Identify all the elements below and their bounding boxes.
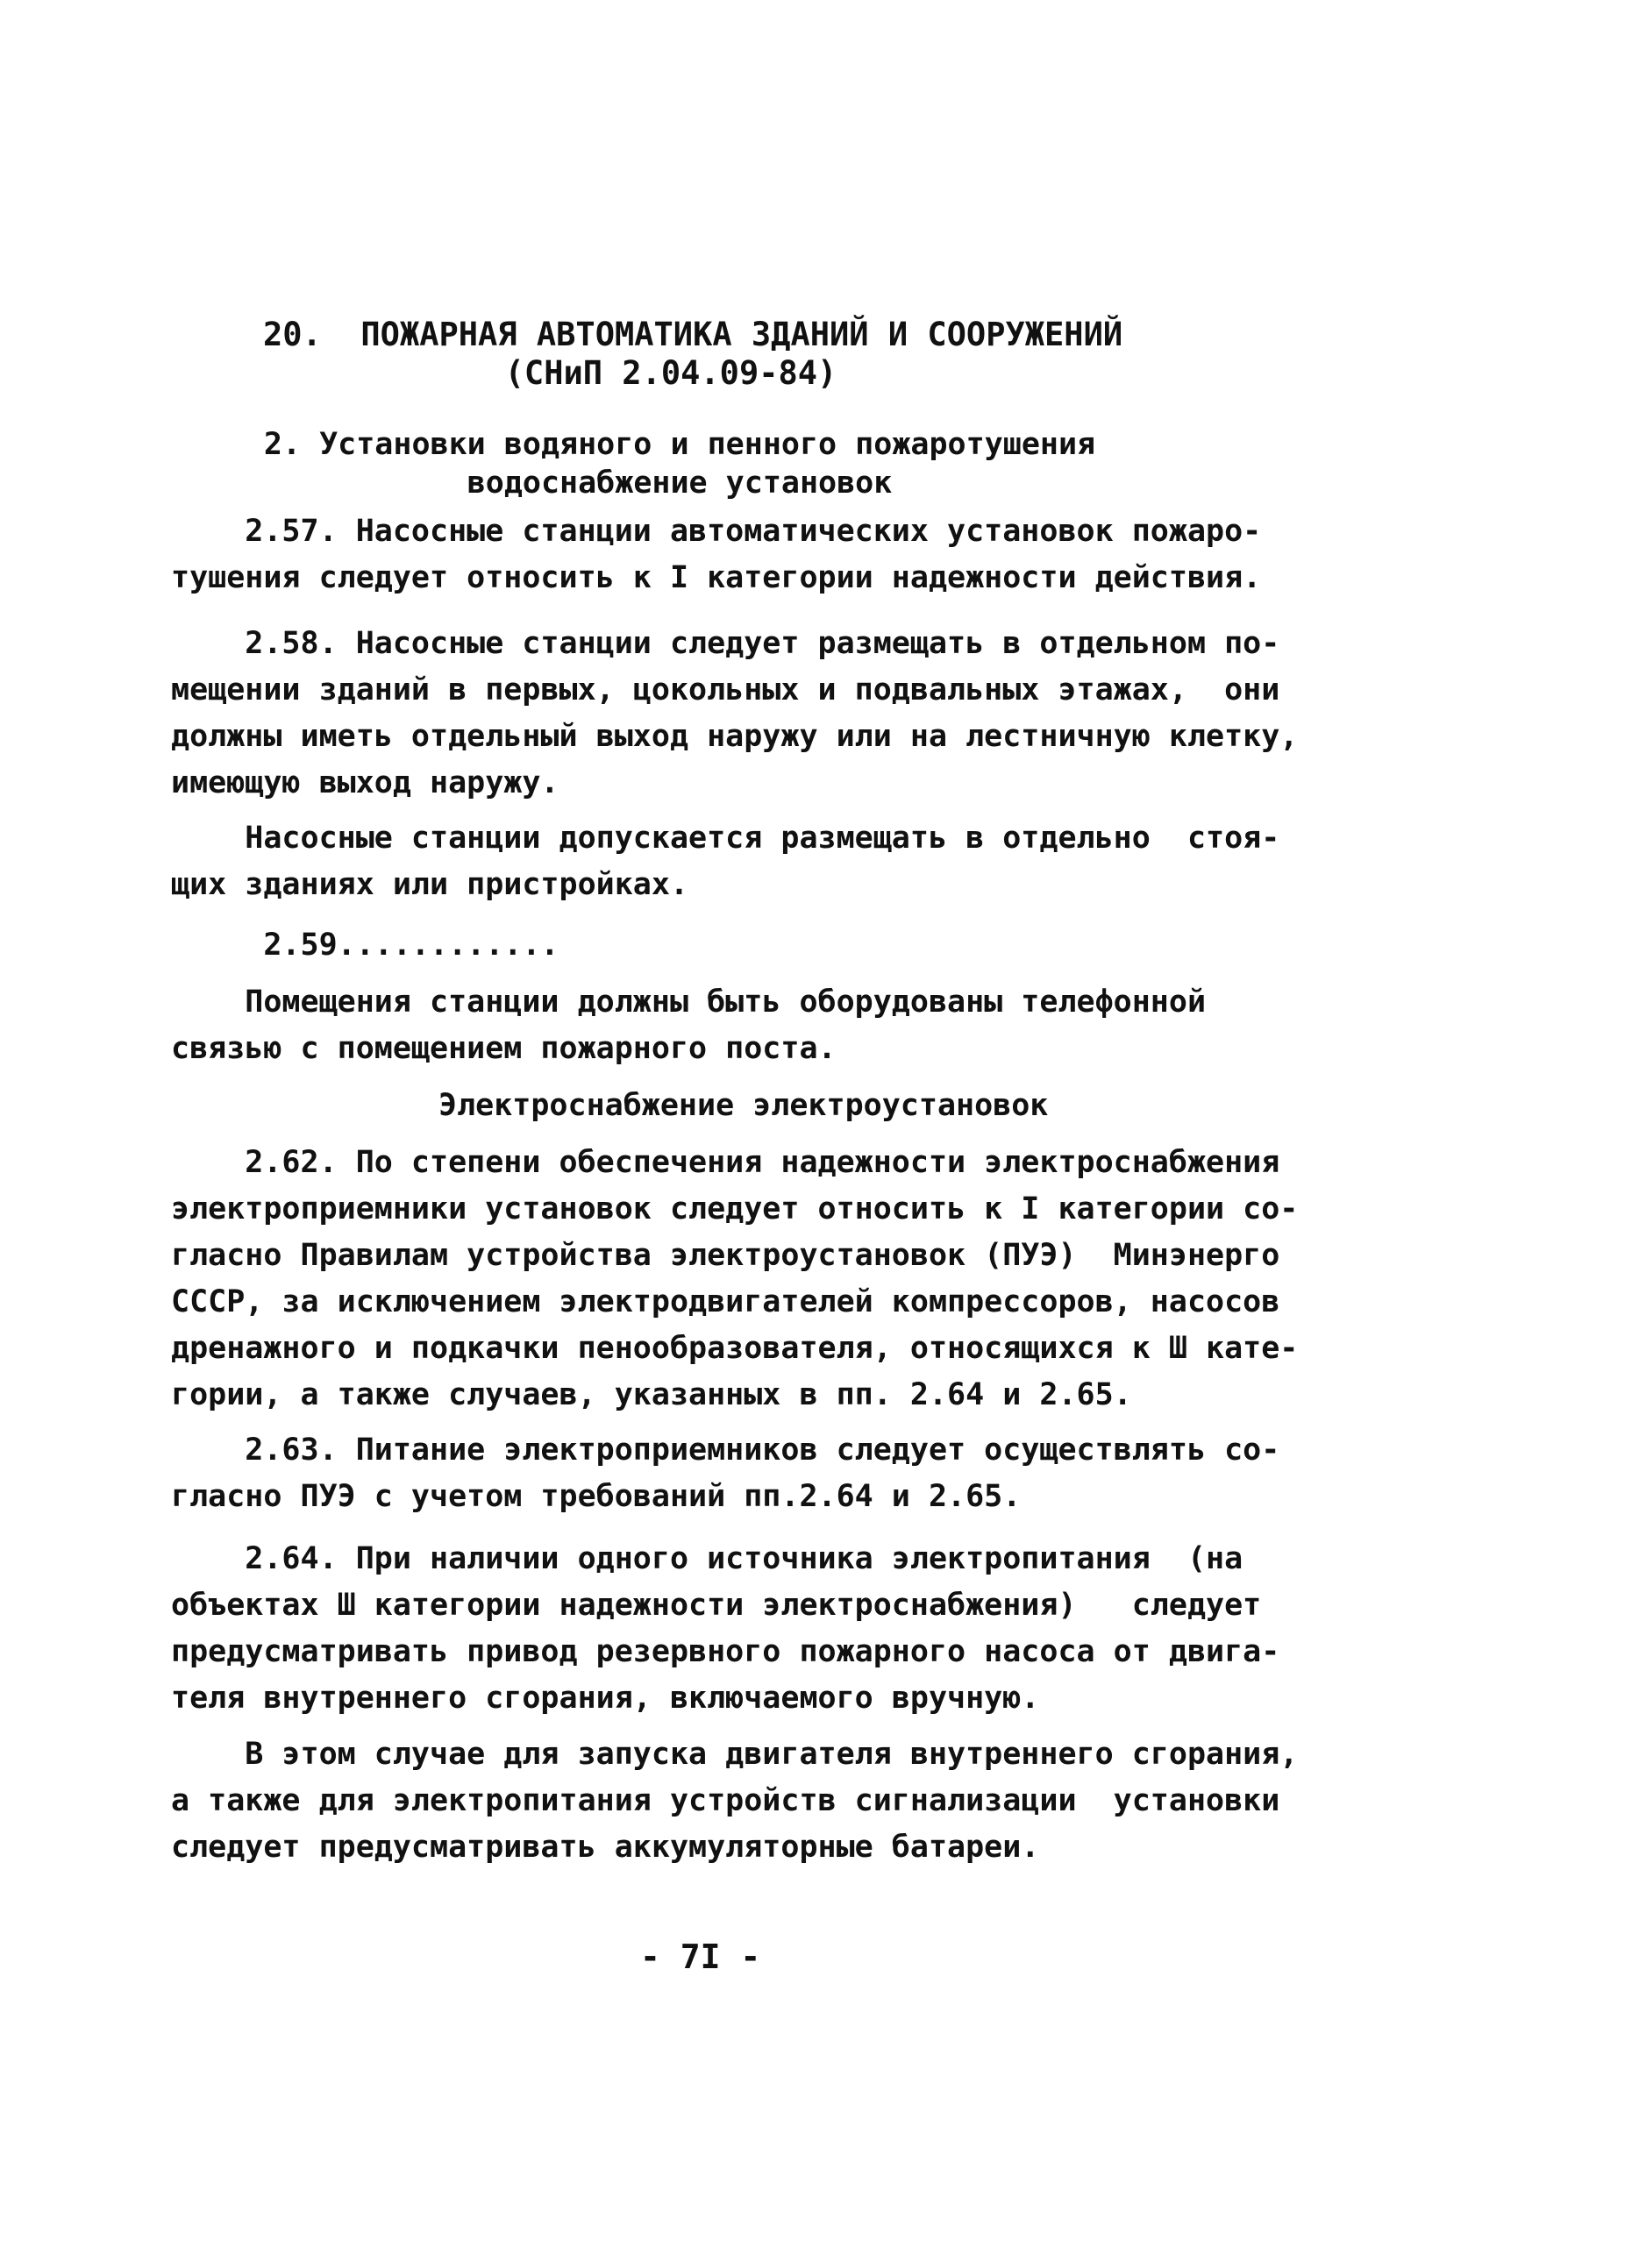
paragraph-line: 2.57. Насосные станции автоматических установок пожаро- xyxy=(171,514,1262,549)
paragraph-2-62 xyxy=(171,1140,1298,1418)
paragraph-2-58-continued xyxy=(171,815,1279,908)
paragraph-line: тушения следует относить к I категории надежности действия. xyxy=(171,560,1262,595)
title-line-2: (СНиП 2.04.09-84) xyxy=(504,354,837,392)
paragraph-2-58 xyxy=(171,621,1298,807)
paragraph-line: дренажного и подкачки пенообразователя, относящихся к Ш кате- xyxy=(171,1331,1299,1366)
paragraph-line: предусматривать привод резервного пожарного насоса от двига- xyxy=(171,1634,1280,1669)
section-line-1: 2. Установки водяного и пенного пожаротушения xyxy=(263,427,1096,462)
paragraph-2-59 xyxy=(171,922,559,969)
paragraph-line: должны иметь отдельный выход наружу или на лестничную клетку, xyxy=(171,719,1299,754)
paragraph-line: теля внутреннего сгорания, включаемого вручную. xyxy=(171,1681,1040,1716)
paragraph-line: следует предусматривать аккумуляторные батареи. xyxy=(171,1830,1040,1865)
paragraph-2-64-continued xyxy=(171,1731,1298,1871)
page-number: - 7I - xyxy=(640,1937,761,1976)
paragraph-line: Насосные станции допускается размещать в отдельно стоя- xyxy=(171,821,1280,856)
paragraph-line: мещении зданий в первых, цокольных и подвальных этажах, они xyxy=(171,672,1280,707)
paragraph-2-64 xyxy=(171,1536,1279,1722)
paragraph-line: имеющую выход наружу. xyxy=(171,765,559,800)
paragraph-line: 2.59............ xyxy=(171,928,559,963)
paragraph-line: гласно ПУЭ с учетом требований пп.2.64 и 2.65. xyxy=(171,1479,1022,1514)
paragraph-line: В этом случае для запуска двигателя внутреннего сгорания, xyxy=(171,1737,1299,1772)
paragraph-line: гории, а также случаев, указанных в пп. 2.64 и 2.65. xyxy=(171,1377,1132,1412)
paragraph-line: 2.58. Насосные станции следует размещать в отдельном по- xyxy=(171,626,1280,661)
paragraph-2-63 xyxy=(171,1427,1279,1520)
paragraph-line: Помещения станции должны быть оборудованы телефонной xyxy=(171,985,1207,1020)
section-line-2: водоснабжение установок xyxy=(467,466,893,501)
subheading-power-supply: Электроснабжение электроустановок xyxy=(438,1088,1049,1123)
paragraph-line: 2.62. По степени обеспечения надежности электроснабжения xyxy=(171,1145,1280,1180)
paragraph-line: электроприемники установок следует относить к I категории со- xyxy=(171,1191,1299,1226)
paragraph-line: объектах Ш категории надежности электроснабжения) следует xyxy=(171,1588,1262,1623)
paragraph-line: гласно Правилам устройства электроустановок (ПУЭ) Минэнерго xyxy=(171,1238,1280,1273)
paragraph-2-57 xyxy=(171,508,1261,601)
title-line-1: 20. ПОЖАРНАЯ АВТОМАТИКА ЗДАНИЙ И СООРУЖЕНИЙ xyxy=(263,316,1123,353)
paragraph-line: СССР, за исключением электродвигателей компрессоров, насосов xyxy=(171,1284,1280,1319)
paragraph-line: щих зданиях или пристройках. xyxy=(171,867,689,902)
paragraph-line: 2.64. При наличии одного источника электропитания (на xyxy=(171,1541,1243,1576)
paragraph-2-59-continued xyxy=(171,979,1206,1072)
paragraph-line: связью с помещением пожарного поста. xyxy=(171,1031,837,1066)
paragraph-line: а также для электропитания устройств сигнализации установки xyxy=(171,1783,1280,1818)
section-heading xyxy=(263,425,1096,502)
paragraph-line: 2.63. Питание электроприемников следует осуществлять со- xyxy=(171,1433,1280,1468)
document-title xyxy=(263,316,1123,393)
